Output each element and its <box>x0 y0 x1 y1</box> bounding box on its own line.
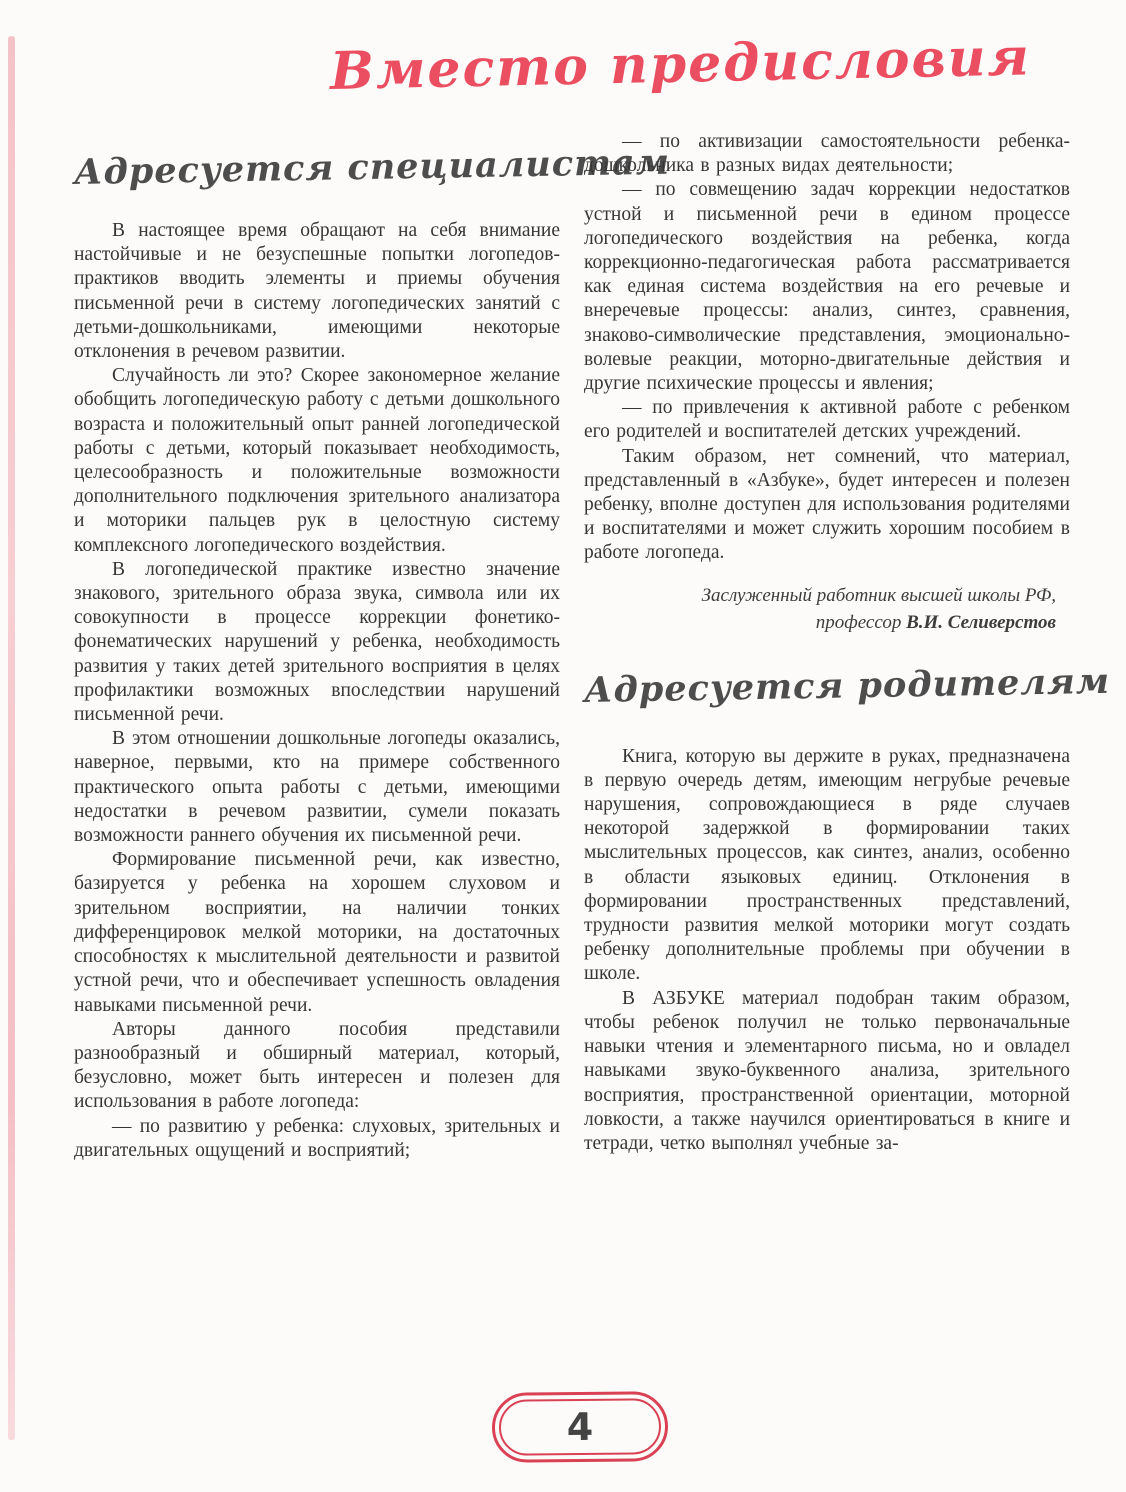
section-heading-parents: Адресуется родителям <box>583 660 1111 711</box>
signature-name: В.И. Селиверстов <box>906 611 1056 633</box>
page-number-inner-ring <box>499 1398 662 1456</box>
scan-edge-strip <box>8 36 15 1440</box>
paragraph: Таким образом, нет сомнений, что материал, представленный в «Азбуке», будет интересен и полезен ребенку, вполне доступен для использования родителями и воспитателями и может служить хорошим пособием в работе логопеда. <box>584 445 1070 564</box>
left-column <box>73 141 671 1163</box>
paragraph: — по активизации самостоятельности ребенка-дошкольника в разных видах деятельности; <box>584 131 1070 177</box>
right-column <box>583 130 1111 1156</box>
paragraph: Случайность ли это? Скорее закономерное желание обобщить логопедическую работу с детьми дошкольного возраста и положительный опыт ранней логопедической работы с детьми, который показывает необходимость, целесообразность и положительные возможности дополнительного подключения зрительного анализатора и моторики пальцев рук в целостную систему комплексного логопедического воздействия. <box>74 365 560 556</box>
page-number-badge <box>492 1391 669 1463</box>
page-number: 4 <box>566 1404 594 1450</box>
parents-paragraphs <box>584 745 1070 1156</box>
paragraph: Формирование письменной речи, как известно, базируется у ребенка на хорошем слуховом и зрительном восприятии, на наличии тонких дифференцировок мелкой моторики, на достаточных способностях к мыслительной деятельности и развитой устной речи, что и обеспечивает успешность овладения навыками письменной речи. <box>74 849 560 1016</box>
paragraph: — по развитию у ребенка: слуховых, зрительных и двигательных ощущений и восприятий; <box>74 1115 560 1161</box>
page-title: Вместо предисловия <box>329 26 1032 103</box>
section-heading-specialists: Адресуется специалистам <box>73 141 671 193</box>
paragraph: В АЗБУКЕ материал подобран таким образом, чтобы ребенок получил не только первоначальные навыки чтения и элементарного письма, но и овладел навыками звуко-буквенного анализа, зрительного восприятия, пространственной ориентации, моторной ловкости, а также научился ориентироваться в книге и тетради, четко выполнял учебные за- <box>584 987 1070 1154</box>
paragraph: — по совмещению задач коррекции недостатков устной и письменной речи в едином процессе логопедического воздействия на ребенка, когда коррекционно-педагогическая работа рассматривается как единая система воздействия на его речевые и внеречевые процессы: анализ, синтез, сравнения, знаково-символические представления, эмоционально-волевые реакции, моторно-двигательные действия и другие психические процессы и явления; <box>584 179 1070 395</box>
author-signature <box>584 582 1070 636</box>
paragraph: В этом отношении дошкольные логопеды оказались, наверное, первыми, кто на примере собственного практического опыта работы с детьми, имеющими недостатки в речевом развитии, сумели показать возможности раннего обучения их письменной речи. <box>74 728 560 847</box>
paragraph: В настоящее время обращают на себя внимание настойчивые и не безуспешные попытки логопедов-практиков вводить элементы и приемы обучения письменной речи в систему логопедических занятий с детьми-дошкольниками, имеющими некоторые отклонения в речевом развитии. <box>74 220 560 363</box>
signature-role: профессор <box>815 611 907 633</box>
paragraph: Авторы данного пособия представили разнообразный и обширный материал, который, безусловно, может быть интересен и полезен для использования в работе логопеда: <box>74 1018 560 1113</box>
paragraph: — по привлечения к активной работе с ребенком его родителей и воспитателей детских учреждений. <box>584 397 1070 443</box>
specialists-paragraphs <box>74 219 560 1163</box>
right-top-paragraphs <box>584 130 1070 566</box>
paragraph: Книга, которую вы держите в руках, предназначена в первую очередь детям, имеющим негрубые речевые нарушения, сопровождающиеся в ряде случаев некоторой задержкой в формировании таких мыслительных процессов, как синтез, анализ, особенно в области языковых единиц. Отклонения в формировании пространственных представлений, трудности развития мелкой моторики могут создать ребенку дополнительные проблемы при обучении в школе. <box>584 745 1070 985</box>
signature-line2 <box>584 609 1056 636</box>
signature-line1: Заслуженный работник высшей школы РФ, <box>701 584 1056 606</box>
paragraph: В логопедической практике известно значение знакового, зрительного образа звука, символа или их совокупности в процессе коррекции фонетико-фонематических нарушений у ребенка, необходимость развития у таких детей зрительного восприятия в целях профилактики возможных впоследствии нарушений письменной речи. <box>74 558 560 726</box>
